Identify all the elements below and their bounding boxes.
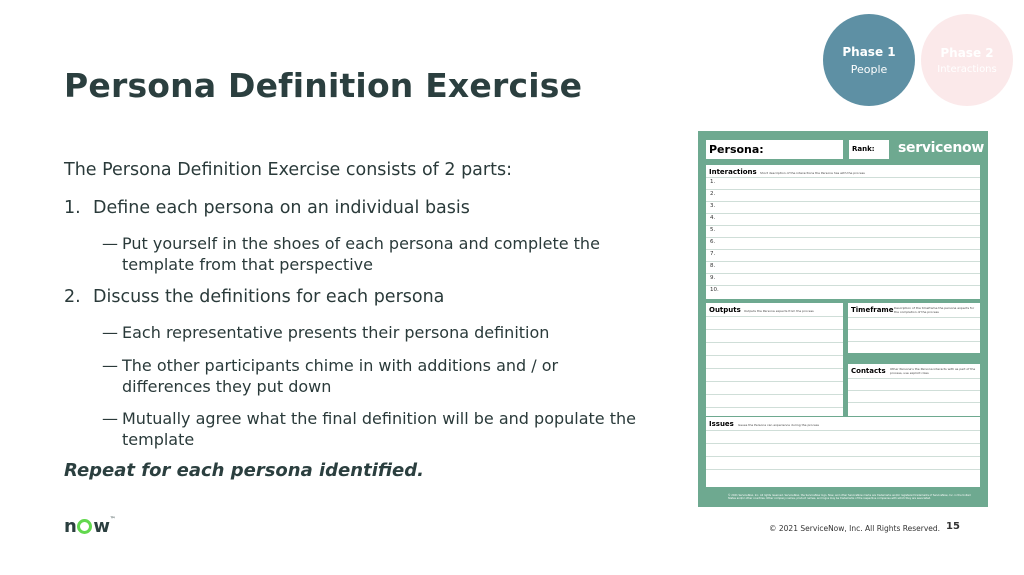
persona-label: Persona: xyxy=(709,143,764,156)
servicenow-logo: servicenow xyxy=(898,140,984,156)
dash-bullet: — xyxy=(102,356,118,375)
now-logo xyxy=(64,516,115,537)
dash-bullet: — xyxy=(102,234,118,253)
intro-text: The Persona Definition Exercise consists of 2 parts: xyxy=(64,160,512,180)
list-text: Discuss the definitions for each persona xyxy=(93,287,445,307)
outputs-label: Outputs xyxy=(709,306,741,314)
logo-letter: w xyxy=(93,516,110,537)
sub-item-text: The other participants chime in with additions and / or differences they put down xyxy=(122,356,559,396)
list-number: 1. xyxy=(64,198,81,218)
closing-statement: Repeat for each persona identified. xyxy=(64,460,424,481)
rank-label: Rank: xyxy=(852,145,875,153)
logo-o-icon xyxy=(77,519,92,534)
issues-hint: Issues the Persona can experience during the process xyxy=(738,423,819,427)
template-footer: © 2021 ServiceNow, Inc. All rights reserved. ServiceNow, the ServiceNow logo, Now, and other ServiceNow marks are trademarks and/or registered trademarks of ServiceNow, Inc. in the United States and/or other countries. Other company names, product names, and logos may be trademarks of the respective companies with which they are associated. xyxy=(728,494,971,500)
interactions-hint: Short description of the interactions the Persona has with the process xyxy=(760,171,865,175)
persona-field xyxy=(706,140,843,159)
contacts-hint: Other Persona's the Persona interacts with as part of the process, use explicit roles xyxy=(890,367,976,375)
phase-subtitle: Interactions xyxy=(937,63,997,75)
interactions-label: Interactions xyxy=(709,168,757,176)
trademark: ™ xyxy=(109,516,115,523)
dash-bullet: — xyxy=(102,323,118,342)
outputs-hint: Outputs the Persona expects from the process xyxy=(744,309,814,313)
copyright: © 2021 ServiceNow, Inc. All Rights Reserved. xyxy=(769,524,941,533)
sub-item-text: Each representative presents their persona definition xyxy=(122,323,550,342)
timeframe-section xyxy=(848,303,980,353)
persona-template-image xyxy=(698,131,988,507)
timeframe-hint: Description of the timeframe the persona expects for the completion of the process xyxy=(894,306,975,314)
outputs-section xyxy=(706,303,843,416)
phase-2-indicator[interactable] xyxy=(921,14,1013,106)
page-number: 15 xyxy=(946,521,960,532)
issues-section xyxy=(706,417,980,487)
contacts-label: Contacts xyxy=(851,367,886,375)
dash-bullet: — xyxy=(102,409,118,428)
list-text: Define each persona on an individual basis xyxy=(93,198,470,218)
issues-label: Issues xyxy=(709,420,734,428)
timeframe-label: Timeframe xyxy=(851,306,894,314)
sub-item-text: Put yourself in the shoes of each persona and complete the template from that perspective xyxy=(122,234,600,274)
phase-title: Phase 2 xyxy=(940,45,994,60)
contacts-section xyxy=(848,364,980,416)
page-title: Persona Definition Exercise xyxy=(64,66,583,105)
logo-letter: n xyxy=(64,516,77,537)
phase-1-indicator[interactable] xyxy=(823,14,915,106)
sub-item-text: Mutually agree what the final definition will be and populate the template xyxy=(122,409,636,449)
interactions-section: Interactions Short description of the interactions the Persona has with the process 1. 2. 3. 4. 5. 6. 7. 8. 9. 10. xyxy=(706,165,980,299)
phase-subtitle: People xyxy=(850,62,888,76)
rank-field xyxy=(849,140,889,159)
phase-title: Phase 1 xyxy=(842,44,896,59)
list-number: 2. xyxy=(64,287,81,307)
